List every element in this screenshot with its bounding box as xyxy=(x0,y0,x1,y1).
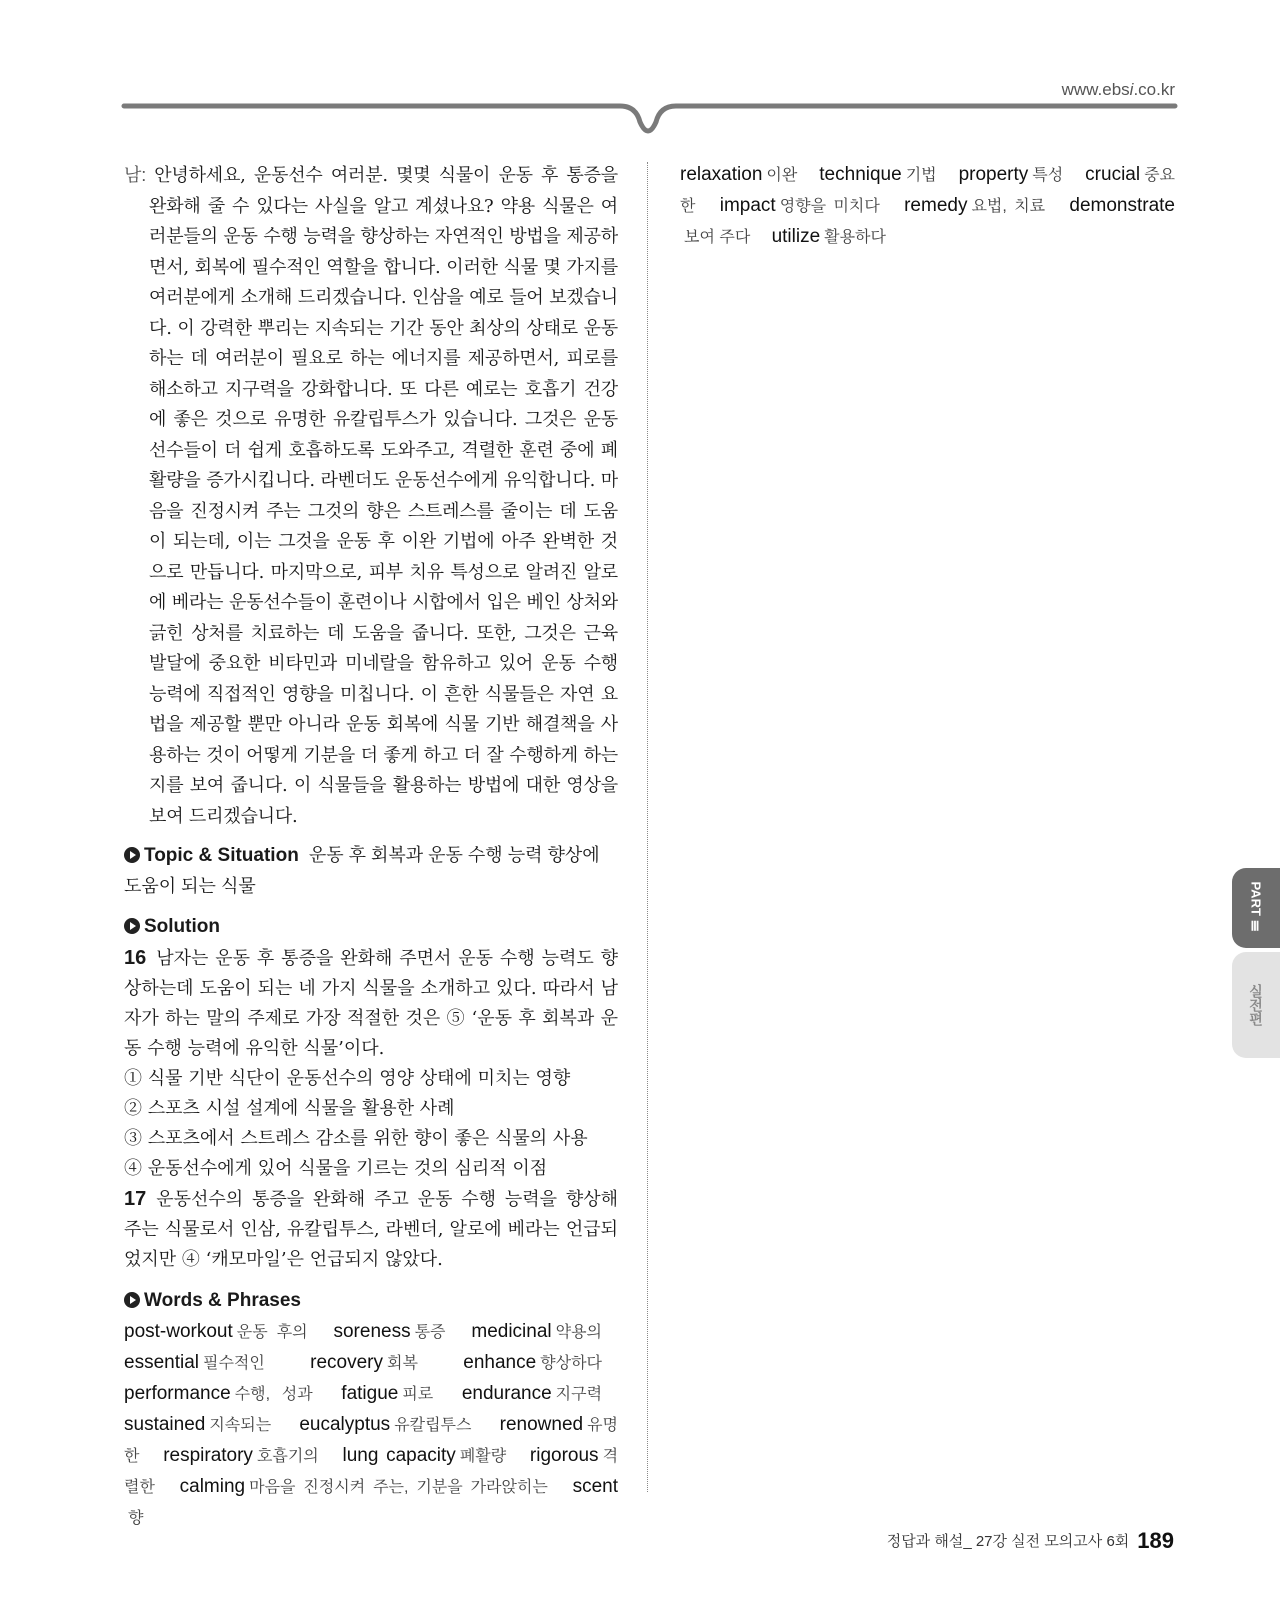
vocab-term: crucial xyxy=(1085,164,1141,185)
listening-script xyxy=(124,160,618,832)
solution-heading: Solution xyxy=(124,913,618,941)
vocab-meaning: 지구력 xyxy=(555,1386,603,1403)
topic-section xyxy=(124,840,618,901)
side-tab xyxy=(1232,868,1280,1060)
vocab-term: demonstrate xyxy=(1069,195,1176,216)
vocab-term: remedy xyxy=(904,195,968,216)
vocab-meaning: 향 xyxy=(128,1510,144,1527)
vocab-list-right xyxy=(680,160,1175,253)
vocab-meaning: 운동 후의 xyxy=(236,1324,308,1341)
speaker-label: 남: xyxy=(124,165,146,185)
play-bullet-icon xyxy=(124,1292,140,1308)
vocab-term: soreness xyxy=(333,1321,411,1342)
answer-16: 16 남자는 운동 후 통증을 완화해 주면서 운동 수행 능력도 향상하는데 도움이 되는 네 가지 식물을 소개하고 있다. 따라서 남자가 하는 말의 주제로 가장 적절한 것은 ⑤ ‘운동 후 회복과 운동 수행 능력에 유익한 식물’이다. xyxy=(124,947,618,1059)
vocab-meaning: 통증 xyxy=(414,1324,446,1341)
page-footer xyxy=(887,1528,1174,1554)
vocab-meaning: 수행, 성과 xyxy=(234,1386,313,1403)
play-bullet-icon xyxy=(124,918,140,934)
words-heading: Words & Phrases xyxy=(124,1287,618,1315)
vocab-term: renowned xyxy=(499,1414,584,1435)
question-number: 16 xyxy=(124,947,147,969)
vocab-term: endurance xyxy=(461,1383,552,1404)
vocab-term: impact xyxy=(719,195,776,216)
column-divider xyxy=(647,162,648,1492)
vocab-list-left xyxy=(124,1317,618,1534)
vocab-term: sustained xyxy=(124,1414,206,1435)
vocab-meaning: 특성 xyxy=(1032,167,1064,184)
option-2: ② 스포츠 시설 설계에 식물을 활용한 사례 xyxy=(124,1098,455,1119)
site-url[interactable]: www.ebsi.co.kr xyxy=(1061,80,1175,99)
vocab-meaning: 요법, 치료 xyxy=(971,198,1046,215)
vocab-term: property xyxy=(958,164,1029,185)
vocab-meaning: 유명한 xyxy=(124,1417,619,1465)
vocab-meaning: 회복 xyxy=(387,1355,418,1372)
vocab-meaning: 유칼립투스 xyxy=(394,1417,472,1434)
vocab-term: essential xyxy=(124,1352,199,1373)
vocab-meaning: 이완 xyxy=(766,167,798,184)
vocab-meaning: 폐활량 xyxy=(459,1448,507,1465)
vocab-meaning: 기법 xyxy=(905,167,937,184)
vocab-meaning: 지속되는 xyxy=(209,1417,272,1434)
vocab-term: medicinal xyxy=(471,1321,552,1342)
vocab-meaning: 필수적인 xyxy=(203,1355,265,1372)
vocab-meaning: 호흡기의 xyxy=(256,1448,319,1465)
vocab-term: fatigue xyxy=(341,1383,399,1404)
topic-heading: Topic & Situation xyxy=(144,845,299,866)
answer-17: 17 운동선수의 통증을 완화해 주고 운동 수행 능력을 향상해 주는 식물로서 인삼, 유칼립투스, 라벤더, 알로에 베라는 언급되었지만 ④ ‘캐모마일’은 언급되지 않았다. xyxy=(124,1188,618,1270)
vocab-term: rigorous xyxy=(529,1445,599,1466)
play-bullet-icon xyxy=(124,847,140,863)
option-3: ③ 스포츠에서 스트레스 감소를 위한 향이 좋은 식물의 사용 xyxy=(124,1128,588,1149)
part-tab[interactable]: PART Ⅲ xyxy=(1232,868,1280,948)
vocab-term: scent xyxy=(572,1476,618,1497)
section-tab[interactable]: 실전편 xyxy=(1232,952,1280,1058)
footer-text: 정답과 해설_ 27강 실전 모의고사 6회 xyxy=(886,1533,1130,1550)
vocab-term: technique xyxy=(819,164,902,185)
option-1: ① 식물 기반 식단이 운동선수의 영양 상태에 미치는 영향 xyxy=(124,1068,571,1089)
script-text: 안녕하세요, 운동선수 여러분. 몇몇 식물이 운동 후 통증을 완화해 줄 수 있다는 사실을 알고 계셨나요? 약용 식물은 여러분들의 운동 수행 능력을 향상하는 자연적인 방법을 제공하면서, 회복에 필수적인 역할을 합니다. 이러한 식물 몇 가지를 여러분에게 소개해 드리겠습니다. 인삼을 예로 들어 보겠습니다. 이 강력한 뿌리는 지속되는 기간 동안 최상의 상태로 운동하는 데 여러분이 필요로 하는 에너지를 제공하면서, 피로를 해소하고 지구력을 강화합니다. 또 다른 예로는 호흡기 건강에 좋은 것으로 유명한 유칼립투스가 있습니다. 그것은 운동선수들이 더 쉽게 호흡하도록 도와주고, 격렬한 훈련 중에 폐활량을 증가시킵니다. 라벤더도 운동선수에게 유익합니다. 마음을 진정시켜 주는 그것의 향은 스트레스를 줄이는 데 도움이 되는데, 이는 그것을 운동 후 이완 기법에 아주 완벽한 것으로 만듭니다. 마지막으로, 피부 치유 특성으로 알려진 알로에 베라는 운동선수들이 훈련이나 시합에서 입은 베인 상처와 긁힌 상처를 치료하는 데 도움을 줍니다. 또한, 그것은 근육 발달에 중요한 비타민과 미네랄을 함유하고 있어 운동 수행 능력에 직접적인 영향을 미칩니다. 이 흔한 식물들은 자연 요법을 제공할 뿐만 아니라 운동 회복에 식물 기반 해결책을 사용하는 것이 어떻게 기분을 더 좋게 하고 더 잘 수행하게 하는지를 보여 줍니다. 이 식물들을 활용하는 방법에 대한 영상을 보여 드리겠습니다. xyxy=(149,165,618,827)
vocab-meaning: 격렬한 xyxy=(124,1448,619,1496)
vocab-meaning: 중요한 xyxy=(680,167,1175,215)
left-column xyxy=(124,160,618,1534)
topic-text: 운동 후 회복과 운동 수행 능력 향상에 도움이 되는 식물 xyxy=(124,845,600,896)
vocab-meaning: 약용의 xyxy=(555,1324,603,1341)
vocab-meaning: 보여 주다 xyxy=(684,229,751,246)
vocab-meaning: 피로 xyxy=(402,1386,434,1403)
header-rule xyxy=(0,0,1280,140)
vocab-term: calming xyxy=(179,1476,246,1497)
question-number: 17 xyxy=(124,1188,147,1210)
vocab-term: enhance xyxy=(463,1352,537,1373)
option-4: ④ 운동선수에게 있어 식물을 기르는 것의 심리적 이점 xyxy=(124,1158,548,1179)
vocab-term: recovery xyxy=(310,1352,384,1373)
right-column xyxy=(680,160,1175,253)
vocab-term: lung capacity xyxy=(342,1445,456,1466)
vocab-term: relaxation xyxy=(680,164,763,185)
vocab-term: respiratory xyxy=(163,1445,253,1466)
vocab-meaning: 영향을 미치다 xyxy=(779,198,880,215)
vocab-meaning: 활용하다 xyxy=(824,229,886,246)
vocab-term: utilize xyxy=(771,226,821,247)
page-number: 189 xyxy=(1137,1528,1174,1553)
vocab-term: performance xyxy=(124,1383,231,1404)
vocab-meaning: 향상하다 xyxy=(540,1355,602,1372)
vocab-meaning: 마음을 진정시켜 주는, 기분을 가라앉히는 xyxy=(249,1479,548,1496)
vocab-term: eucalyptus xyxy=(299,1414,391,1435)
vocab-term: post-workout xyxy=(124,1321,233,1342)
